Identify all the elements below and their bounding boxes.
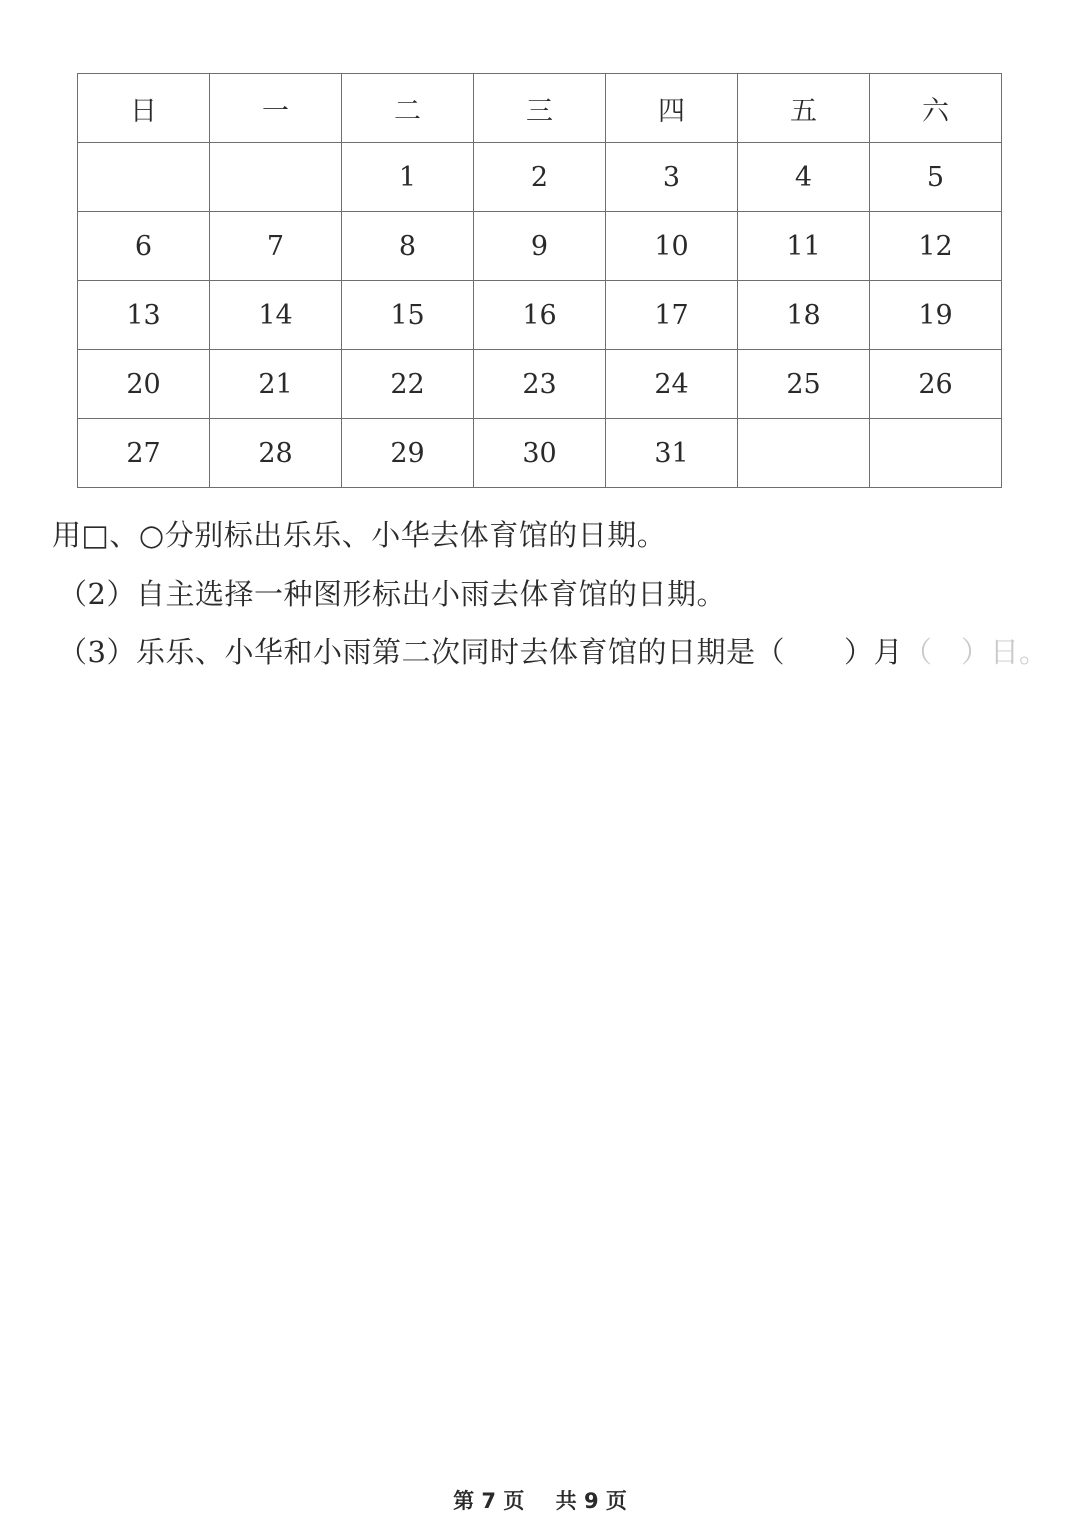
calendar-day-cell: 22 — [342, 350, 474, 419]
weekday-header: 一 — [210, 74, 342, 143]
calendar-day-cell: 21 — [210, 350, 342, 419]
calendar-day-cell — [870, 419, 1002, 488]
question-1-text: 用□、○分别标出乐乐、小华去体育馆的日期。 — [52, 518, 667, 552]
page-total: 共 9 页 — [555, 1489, 627, 1513]
calendar-week-row — [78, 143, 1002, 212]
question-3 — [58, 630, 1048, 671]
calendar-header-row — [78, 74, 1002, 143]
weekday-header: 二 — [342, 74, 474, 143]
weekday-header: 六 — [870, 74, 1002, 143]
calendar-week-row — [78, 281, 1002, 350]
calendar-day-cell: 2 — [474, 143, 606, 212]
weekday-header: 日 — [78, 74, 210, 143]
calendar-day-cell — [78, 143, 210, 212]
calendar-day-cell: 27 — [78, 419, 210, 488]
calendar-week-row — [78, 419, 1002, 488]
calendar-day-cell: 3 — [606, 143, 738, 212]
calendar-day-cell: 23 — [474, 350, 606, 419]
calendar-day-cell: 18 — [738, 281, 870, 350]
weekday-header: 四 — [606, 74, 738, 143]
calendar-day-cell: 30 — [474, 419, 606, 488]
calendar-table — [77, 73, 1002, 488]
calendar-day-cell: 8 — [342, 212, 474, 281]
calendar-day-cell: 13 — [78, 281, 210, 350]
calendar-day-cell: 25 — [738, 350, 870, 419]
calendar-day-cell: 14 — [210, 281, 342, 350]
calendar-day-cell: 9 — [474, 212, 606, 281]
calendar-day-cell: 19 — [870, 281, 1002, 350]
calendar-day-cell: 17 — [606, 281, 738, 350]
calendar-day-cell: 28 — [210, 419, 342, 488]
calendar-day-cell: 31 — [606, 419, 738, 488]
weekday-header: 五 — [738, 74, 870, 143]
calendar-day-cell: 10 — [606, 212, 738, 281]
calendar-day-cell: 7 — [210, 212, 342, 281]
calendar-day-cell: 11 — [738, 212, 870, 281]
calendar-day-cell: 15 — [342, 281, 474, 350]
question-3-text: （3）乐乐、小华和小雨第二次同时去体育馆的日期是（ ）月 — [58, 635, 903, 669]
calendar-day-cell: 1 — [342, 143, 474, 212]
page-footer — [0, 1485, 1080, 1515]
calendar-day-cell: 12 — [870, 212, 1002, 281]
question-2-text: （2）自主选择一种图形标出小雨去体育馆的日期。 — [58, 577, 726, 611]
calendar-day-cell: 5 — [870, 143, 1002, 212]
calendar-day-cell: 6 — [78, 212, 210, 281]
calendar-week-row — [78, 212, 1002, 281]
page-number: 第 7 页 — [453, 1489, 525, 1513]
calendar-week-row — [78, 350, 1002, 419]
calendar-day-cell — [738, 419, 870, 488]
calendar-day-cell: 26 — [870, 350, 1002, 419]
calendar-day-cell: 20 — [78, 350, 210, 419]
calendar-day-cell: 29 — [342, 419, 474, 488]
calendar-day-cell: 24 — [606, 350, 738, 419]
calendar-day-cell — [210, 143, 342, 212]
weekday-header: 三 — [474, 74, 606, 143]
calendar-day-cell: 4 — [738, 143, 870, 212]
calendar-day-cell: 16 — [474, 281, 606, 350]
question-3-watermarked-text: （ ）日。 — [902, 635, 1048, 669]
